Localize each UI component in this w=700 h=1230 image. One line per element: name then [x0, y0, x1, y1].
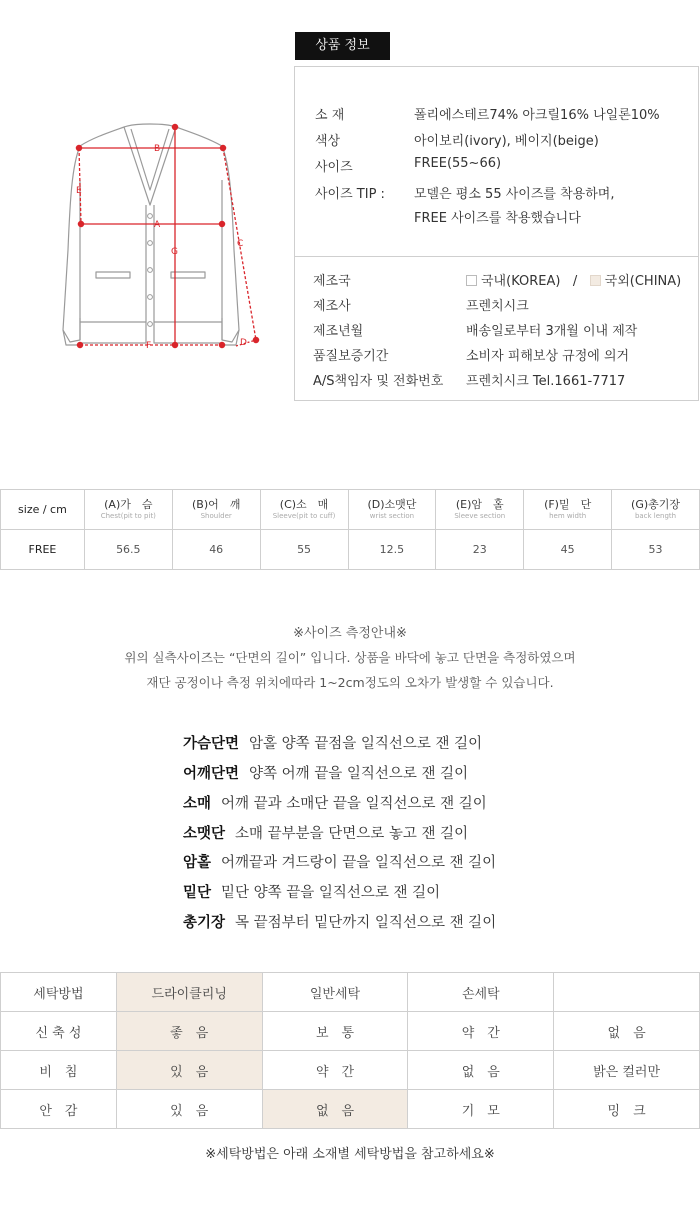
as-value: 프렌치시크 Tel.1661-7717: [466, 374, 626, 389]
label-b: B: [154, 144, 161, 154]
wash-header-empty: [554, 973, 700, 1012]
header-hem: (F)밑 단 hem width: [524, 490, 612, 530]
button-5: [148, 322, 153, 327]
measure-guide-line2: 재단 공정이나 측정 위치에따라 1~2cm정도의 오차가 발생할 수 있습니다.: [146, 675, 554, 690]
size-tip-line2: FREE 사이즈를 착용했습니다: [414, 211, 581, 226]
date-label: 제조년월: [313, 324, 364, 339]
maker-label: 제조사: [313, 299, 351, 314]
value-armhole: 23: [436, 530, 524, 570]
size-row-label: FREE: [1, 530, 85, 570]
button-2: [148, 241, 153, 246]
value-sleeve: 55: [260, 530, 348, 570]
definition-cuff: 소맷단 소매 끝부분을 단면으로 놓고 잰 길이: [183, 826, 469, 842]
country-options: [466, 270, 681, 289]
info-divider: [295, 256, 698, 257]
wash-header-row: [1, 973, 700, 1012]
checkbox-korea: [466, 275, 477, 286]
button-1: [148, 214, 153, 219]
size-corner: size / cm: [1, 490, 85, 530]
wash-cell: 밝은 컬러만: [554, 1051, 700, 1090]
wash-cell: 비 침: [1, 1051, 117, 1090]
header-armhole: (E)암 홀 Sleeve section: [436, 490, 524, 530]
label-f: F: [146, 341, 152, 351]
as-label: A/S책임자 및 전화번호: [313, 374, 444, 389]
product-info-tag: 상품 정보: [295, 32, 390, 60]
label-g: G: [171, 247, 178, 257]
header-sleeve: (C)소 매 Sleeve(pit to cuff): [260, 490, 348, 530]
wash-header-method: 세탁방법: [1, 973, 117, 1012]
warranty-value: 소비자 피해보상 규정에 의거: [466, 349, 630, 364]
wash-row-sheer: [1, 1051, 700, 1090]
wash-cell: 없 음: [408, 1051, 554, 1090]
size-value: FREE(55~66): [414, 156, 502, 171]
wash-cell: 없 음: [554, 1012, 700, 1051]
date-value: 배송일로부터 3개월 이내 제작: [466, 324, 638, 339]
wash-cell: 약 간: [262, 1051, 408, 1090]
wash-cell: 좋 음: [116, 1012, 262, 1051]
country-korea: 국내(KOREA): [481, 274, 561, 289]
color-value: 아이보리(ivory), 베이지(beige): [414, 134, 599, 149]
wash-cell: 신 축 성: [1, 1012, 117, 1051]
wash-cell: 안 감: [1, 1090, 117, 1129]
definition-armhole: 암홀 어깨끝과 겨드랑이 끝을 일직선으로 잰 길이: [183, 855, 497, 871]
value-cuff: 12.5: [348, 530, 436, 570]
size-tip-label: 사이즈 TIP :: [315, 187, 385, 202]
material-value: 폴리에스테르74% 아크릴16% 나일론10%: [414, 108, 660, 123]
header-cuff: (D)소맷단 wrist section: [348, 490, 436, 530]
measure-guide-line1: 위의 실측사이즈는 “단면의 길이” 입니다. 상품을 바닥에 놓고 단면을 측정하였으며: [124, 650, 576, 665]
country-separator: /: [572, 274, 578, 289]
wash-cell: 없 음: [262, 1090, 408, 1129]
warranty-label: 품질보증기간: [313, 349, 389, 364]
header-length: (G)총기장 back length: [612, 490, 700, 530]
country-china: 국외(CHINA): [604, 274, 682, 289]
wash-header-dry: 드라이클리닝: [116, 973, 262, 1012]
country-label: 제조국: [313, 274, 351, 289]
label-d: D: [240, 338, 247, 348]
value-shoulder: 46: [172, 530, 260, 570]
button-3: [148, 268, 153, 273]
wash-table: [0, 972, 700, 1129]
definition-length: 총기장 목 끝점부터 밑단까지 일직선으로 잰 길이: [183, 915, 497, 931]
size-table-header: [1, 490, 700, 530]
header-chest: (A)가 슴 Chest(pit to pit): [84, 490, 172, 530]
checkbox-china: [590, 275, 601, 286]
value-length: 53: [612, 530, 700, 570]
wash-cell: 밍 크: [554, 1090, 700, 1129]
maker-value: 프렌치시크: [466, 299, 529, 314]
size-table-row: [1, 530, 700, 570]
wash-row-lining: [1, 1090, 700, 1129]
size-table: [0, 489, 700, 570]
wash-header-normal: 일반세탁: [262, 973, 408, 1012]
color-label: 색상: [315, 134, 341, 149]
label-c: C: [237, 239, 244, 249]
wash-cell: 있 음: [116, 1051, 262, 1090]
size-tip-line1: 모델은 평소 55 사이즈를 착용하며,: [414, 187, 615, 202]
wash-row-stretch: [1, 1012, 700, 1051]
wash-cell: 약 간: [408, 1012, 554, 1051]
value-chest: 56.5: [84, 530, 172, 570]
cardigan-measurement-diagram: [0, 60, 280, 390]
wash-note: ※세탁방법은 아래 소재별 세탁방법을 참고하세요※: [205, 1147, 495, 1162]
label-e: E: [76, 186, 82, 196]
wash-header-hand: 손세탁: [408, 973, 554, 1012]
header-shoulder: (B)어 깨 Shoulder: [172, 490, 260, 530]
wash-cell: 있 음: [116, 1090, 262, 1129]
wash-cell: 보 통: [262, 1012, 408, 1051]
definition-chest: 가슴단면 암홀 양쪽 끝점을 일직선으로 잰 길이: [183, 736, 483, 752]
wash-cell: 기 모: [408, 1090, 554, 1129]
material-label: 소 재: [315, 108, 345, 123]
definition-shoulder: 어깨단면 양쪽 어깨 끝을 일직선으로 잰 길이: [183, 766, 469, 782]
label-a: A: [154, 220, 161, 230]
size-label: 사이즈: [315, 160, 353, 175]
definition-hem: 밑단 밑단 양쪽 끝을 일직선으로 잰 길이: [183, 885, 441, 901]
definition-sleeve: 소매 어깨 끝과 소매단 끝을 일직선으로 잰 길이: [183, 796, 487, 812]
button-4: [148, 295, 153, 300]
value-hem: 45: [524, 530, 612, 570]
measure-guide-title: ※사이즈 측정안내※: [293, 626, 407, 641]
